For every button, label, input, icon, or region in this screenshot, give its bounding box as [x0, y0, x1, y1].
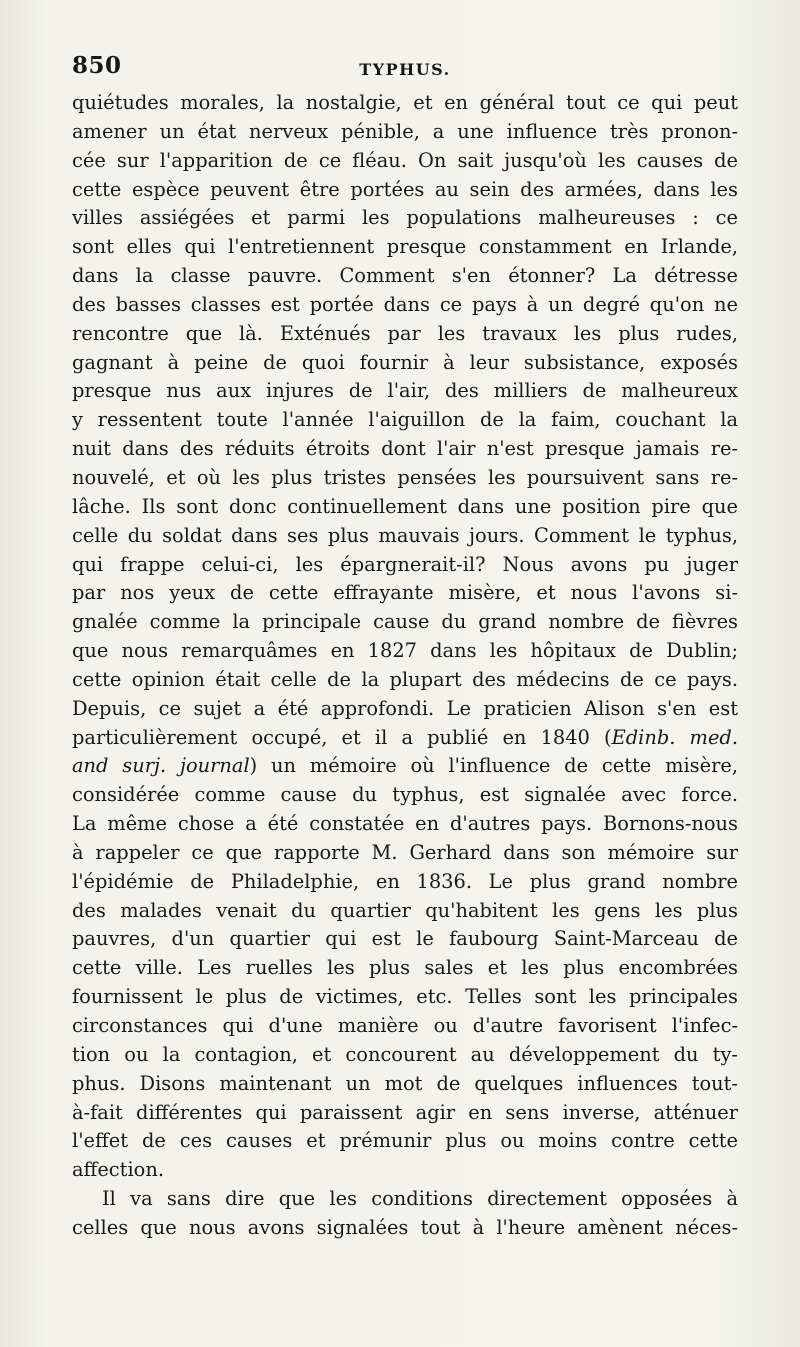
text-line-content: Il va sans dire que les conditions directement opposées à: [102, 1187, 738, 1211]
text-line: [72, 551, 738, 580]
text-line-content: celle du soldat dans ses plus mauvais jours. Comment le typhus,: [72, 523, 738, 547]
text-line: [72, 752, 738, 781]
text-line: [72, 1185, 738, 1214]
text-line: [72, 464, 738, 493]
text-line-content: qui frappe celui-ci, les épargnerait-il? Nous avons pu juger: [72, 552, 738, 576]
text-line: [72, 724, 738, 753]
text-line-content: à rappeler ce que rapporte M. Gerhard dans son mémoire sur: [72, 840, 738, 864]
text-line: [72, 377, 738, 406]
text-line: [72, 868, 738, 897]
italic-citation: and surj. journal: [72, 754, 250, 778]
text-line: [72, 781, 738, 810]
text-line: [72, 493, 738, 522]
text-line: [72, 147, 738, 176]
text-line: [72, 1156, 738, 1185]
text-line-content: considérée comme cause du typhus, est signalée avec force.: [72, 783, 738, 807]
text-line: [72, 897, 738, 926]
text-line: [72, 262, 738, 291]
page-number: 850: [72, 52, 122, 79]
text-line: [72, 1127, 738, 1156]
text-line-content: des malades venait du quartier qu'habitent les gens les plus: [72, 898, 738, 922]
text-line-content: l'épidémie de Philadelphie, en 1836. Le plus grand nombre: [72, 869, 738, 893]
text-line-content: par nos yeux de cette effrayante misère, et nous l'avons si-: [72, 581, 738, 605]
text-line: [72, 983, 738, 1012]
text-line: [72, 204, 738, 233]
body-text: [72, 89, 738, 1243]
text-line-content: cette opinion était celle de la plupart des médecins de ce pays.: [72, 667, 738, 691]
text-line-content: cette ville. Les ruelles les plus sales et les plus encombrées: [72, 956, 738, 980]
text-line-content: celles que nous avons signalées tout à l'heure amènent néces-: [72, 1215, 738, 1239]
text-line-content: l'effet de ces causes et prémunir plus ou moins contre cette: [72, 1129, 738, 1153]
text-line-content: Depuis, ce sujet a été approfondi. Le praticien Alison s'en est: [72, 696, 738, 720]
text-line-content: particulièrement occupé, et il a publié en 1840 (: [72, 725, 612, 749]
text-line: [72, 320, 738, 349]
text-line-content: sont elles qui l'entretiennent presque constamment en Irlande,: [72, 235, 738, 259]
text-line-content: La même chose a été constatée en d'autres pays. Bornons-nous: [72, 812, 738, 836]
text-line: [72, 1012, 738, 1041]
text-line-content: des basses classes est portée dans ce pays à un degré qu'on ne: [72, 292, 738, 316]
text-line: [72, 695, 738, 724]
text-line: [72, 349, 738, 378]
page-header: [72, 52, 738, 86]
text-line-content: cée sur l'apparition de ce fléau. On sait jusqu'où les causes de: [72, 148, 738, 172]
text-line-content: nouvelé, et où les plus tristes pensées les poursuivent sans re-: [72, 465, 738, 489]
text-line-content: presque nus aux injures de l'air, des milliers de malheureux: [72, 379, 738, 403]
text-line: [72, 839, 738, 868]
text-line-content: villes assiégées et parmi les populations malheureuses : ce: [72, 206, 738, 230]
text-line: [72, 291, 738, 320]
text-line: [72, 666, 738, 695]
text-line-content: affection.: [72, 1158, 164, 1182]
text-line-content: rencontre que là. Exténués par les travaux les plus rudes,: [72, 321, 738, 345]
text-line-content: gagnant à peine de quoi fournir à leur subsistance, exposés: [72, 350, 738, 374]
text-line-content: amener un état nerveux pénible, a une influence très pronon-: [72, 119, 738, 143]
italic-citation: Edinb. med.: [611, 725, 738, 749]
text-line: [72, 637, 738, 666]
text-line-content: quiétudes morales, la nostalgie, et en général tout ce qui peut: [72, 91, 738, 114]
text-line: [72, 925, 738, 954]
text-line: [72, 406, 738, 435]
text-line: [72, 89, 738, 118]
text-line-content: y ressentent toute l'année l'aiguillon de la faim, couchant la: [72, 408, 738, 432]
text-line-content: phus. Disons maintenant un mot de quelques influences tout-: [72, 1071, 738, 1095]
text-line-content: fournissent le plus de victimes, etc. Telles sont les principales: [72, 985, 738, 1009]
text-line: [72, 579, 738, 608]
text-line: [72, 118, 738, 147]
text-line-content: pauvres, d'un quartier qui est le faubourg Saint-Marceau de: [72, 927, 738, 951]
text-line: [72, 233, 738, 262]
text-line: [72, 522, 738, 551]
text-line: [72, 1041, 738, 1070]
text-line-content: circonstances qui d'une manière ou d'autre favorisent l'infec-: [72, 1014, 738, 1037]
text-line-content: cette espèce peuvent être portées au sein des armées, dans les: [72, 177, 738, 201]
text-line-content: dans la classe pauvre. Comment s'en étonner? La détresse: [72, 264, 738, 288]
text-line: [72, 954, 738, 983]
text-line: [72, 810, 738, 839]
text-line: [72, 176, 738, 205]
text-line-content: lâche. Ils sont donc continuellement dans une position pire que: [72, 494, 738, 518]
text-line-continuation: ) un mémoire où l'influence de cette misère,: [249, 754, 738, 778]
text-line-content: nuit dans des réduits étroits dont l'air n'est presque jamais re-: [72, 437, 738, 461]
text-line-content: à-fait différentes qui paraissent agir en sens inverse, atténuer: [72, 1100, 738, 1124]
text-line: [72, 1070, 738, 1099]
text-line-content: tion ou la contagion, et concourent au développement du ty-: [72, 1042, 738, 1066]
text-line: [72, 435, 738, 464]
text-line: [72, 1099, 738, 1128]
text-line-content: gnalée comme la principale cause du grand nombre de fièvres: [72, 610, 738, 634]
text-line-content: que nous remarquâmes en 1827 dans les hôpitaux de Dublin;: [72, 639, 738, 663]
text-line: [72, 1214, 738, 1243]
text-line: [72, 608, 738, 637]
running-title: TYPHUS.: [359, 60, 451, 79]
